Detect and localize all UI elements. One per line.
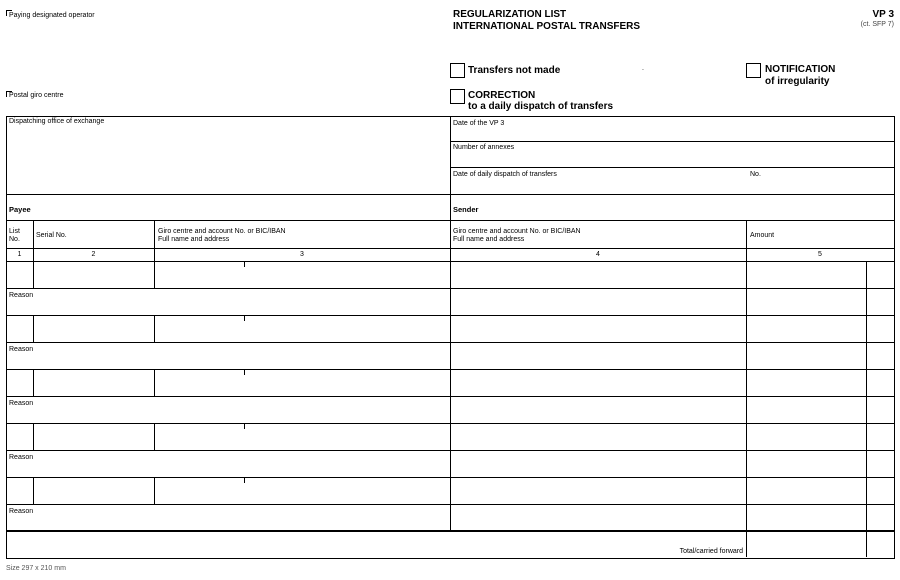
- daily-dispatch-date-field[interactable]: [451, 180, 741, 193]
- list-no-header-1: List: [9, 228, 20, 235]
- form-code: VP 3: [872, 9, 894, 20]
- notification-label-line2: of irregularity: [765, 76, 830, 87]
- list-no-field[interactable]: [7, 478, 32, 504]
- date-vp3-label: Date of the VP 3: [453, 120, 505, 127]
- postal-giro-field[interactable]: [6, 100, 436, 115]
- sender-giro-header-1: Giro centre and account No. or BIC/IBAN: [453, 228, 581, 235]
- serial-no-field[interactable]: [34, 478, 153, 504]
- reason-field[interactable]: [7, 354, 449, 368]
- divider-amount-decimal: [866, 261, 867, 557]
- dispatching-office-field[interactable]: [7, 127, 449, 193]
- divider-list-serial-head: [33, 220, 34, 261]
- col-number-4: 4: [596, 251, 600, 258]
- correction-label-line2: to a daily dispatch of transfers: [468, 101, 614, 112]
- transfers-not-made-checkbox[interactable]: [450, 63, 465, 78]
- divider-serial-payee-head: [154, 220, 155, 261]
- reason-label: Reason: [9, 346, 34, 353]
- payee-details-field[interactable]: [155, 478, 449, 504]
- col-number-3: 3: [300, 251, 304, 258]
- transfers-not-made-label: Transfers not made: [468, 65, 561, 76]
- annexes-field[interactable]: [451, 152, 893, 167]
- postal-giro-label: Postal giro centre: [9, 92, 64, 99]
- sender-details-field[interactable]: [451, 424, 745, 477]
- serial-no-field[interactable]: [34, 316, 153, 342]
- col-number-2: 2: [91, 251, 96, 258]
- reason-field[interactable]: [7, 516, 449, 530]
- list-no-field[interactable]: [7, 316, 32, 342]
- amount-field[interactable]: [747, 424, 866, 477]
- serial-no-field[interactable]: [34, 262, 153, 288]
- sender-details-field[interactable]: [451, 478, 745, 531]
- sender-label: Sender: [453, 205, 479, 214]
- form-title-line1: REGULARIZATION LIST: [453, 9, 567, 20]
- reason-field[interactable]: [7, 462, 449, 476]
- reason-field[interactable]: [7, 408, 449, 422]
- list-no-header-2: No.: [9, 236, 20, 243]
- dispatching-office-label: Dispatching office of exchange: [9, 118, 105, 125]
- date-vp3-field[interactable]: [451, 128, 893, 141]
- payee-details-field[interactable]: [155, 370, 449, 396]
- serial-no-field[interactable]: [34, 424, 153, 450]
- notification-label-line1: NOTIFICATION: [765, 64, 836, 75]
- reason-label: Reason: [9, 400, 34, 407]
- form-title-line2: INTERNATIONAL POSTAL TRANSFERS: [453, 21, 641, 32]
- annexes-label: Number of annexes: [453, 144, 515, 151]
- info-rule-1: [450, 141, 894, 142]
- sender-details-field[interactable]: [451, 316, 745, 369]
- correction-checkbox[interactable]: [450, 89, 465, 104]
- reason-field[interactable]: [7, 300, 449, 314]
- correction-label-line1: CORRECTION: [468, 90, 536, 101]
- amount-header: Amount: [750, 232, 775, 239]
- paying-operator-field[interactable]: [6, 20, 436, 80]
- serial-no-field[interactable]: [34, 370, 153, 396]
- paying-operator-label: Paying designated operator: [9, 12, 95, 19]
- serial-no-header: Serial No.: [36, 232, 67, 239]
- sender-details-field[interactable]: [451, 262, 745, 315]
- dispatch-no-field[interactable]: [765, 168, 892, 193]
- payee-details-field[interactable]: [155, 262, 449, 288]
- list-no-field[interactable]: [7, 262, 32, 288]
- reason-label: Reason: [9, 292, 34, 299]
- sender-details-field[interactable]: [451, 370, 745, 423]
- payee-details-field[interactable]: [155, 316, 449, 342]
- payee-label: Payee: [9, 205, 31, 214]
- total-amount-field[interactable]: [747, 531, 866, 556]
- sender-giro-header-2: Full name and address: [453, 236, 525, 243]
- amount-field[interactable]: [747, 316, 866, 369]
- reason-label: Reason: [9, 454, 34, 461]
- list-no-field[interactable]: [7, 424, 32, 450]
- col-number-5: 5: [818, 251, 822, 258]
- reason-label: Reason: [9, 508, 34, 515]
- payee-details-field[interactable]: [155, 424, 449, 450]
- col-number-1: 1: [17, 251, 22, 258]
- form-reference: (ct. SFP 7): [860, 21, 894, 28]
- list-no-field[interactable]: [7, 370, 32, 396]
- stray-dot: .: [642, 65, 644, 72]
- notification-checkbox[interactable]: [746, 63, 761, 78]
- daily-dispatch-date-label: Date of daily dispatch of transfers: [453, 171, 557, 178]
- total-carried-forward-label: Total/carried forward: [679, 548, 743, 555]
- dispatch-no-label: No.: [750, 171, 761, 178]
- amount-field[interactable]: [747, 370, 866, 423]
- size-note: Size 297 x 210 mm: [6, 565, 66, 572]
- amount-field[interactable]: [747, 478, 866, 531]
- payee-giro-header-1: Giro centre and account No. or BIC/IBAN: [158, 228, 286, 235]
- payee-giro-header-2: Full name and address: [158, 236, 230, 243]
- amount-field[interactable]: [747, 262, 866, 315]
